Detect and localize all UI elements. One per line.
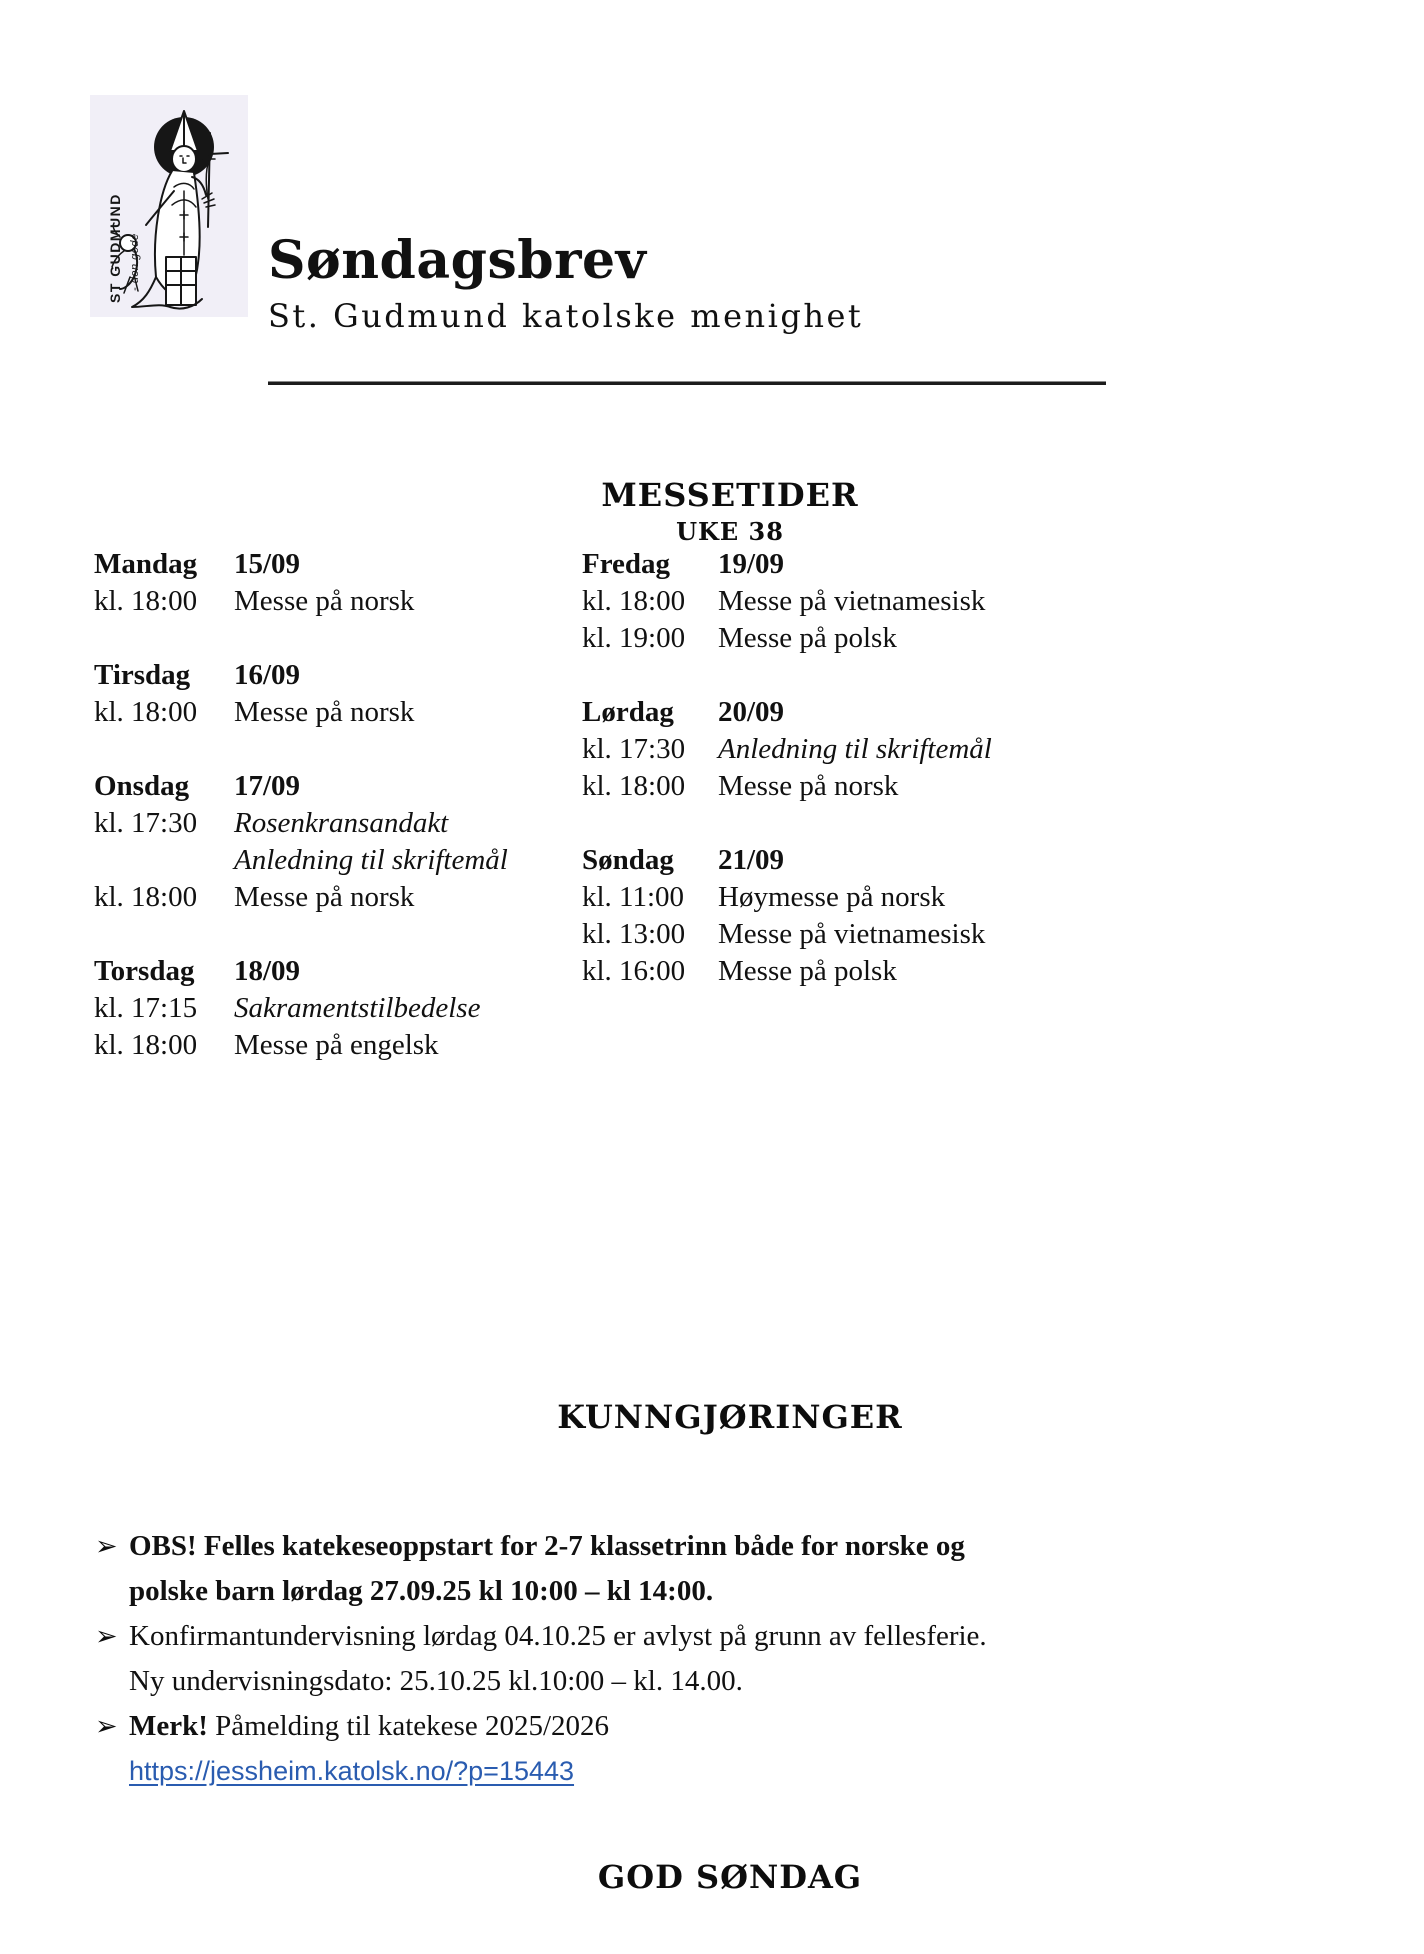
time-label: kl. 18:00 bbox=[94, 881, 198, 913]
time-label: kl. 17:30 bbox=[582, 733, 686, 765]
event-label: Anledning til skriftemål bbox=[234, 844, 508, 876]
mass-times-heading: MESSETIDER bbox=[601, 476, 859, 514]
announcement-text: polske barn lørdag 27.09.25 kl 10:00 – kl 14:00. bbox=[129, 1575, 714, 1607]
closing-greeting: GOD SØNDAG bbox=[597, 1858, 863, 1896]
announcement-line bbox=[129, 1614, 1215, 1659]
schedule-day-row bbox=[94, 546, 564, 583]
time-label: kl. 18:00 bbox=[582, 585, 686, 617]
time-label: kl. 17:30 bbox=[94, 807, 198, 839]
announcement-body bbox=[129, 1614, 1215, 1704]
event-label: Messe på norsk bbox=[234, 696, 415, 728]
schedule-day-section bbox=[94, 953, 564, 1064]
date-label: 21/09 bbox=[718, 844, 785, 876]
st-gudmund-logo-drawing bbox=[90, 95, 248, 317]
event-label: Høymesse på norsk bbox=[718, 881, 946, 913]
header-divider bbox=[268, 381, 1106, 385]
schedule-event-row bbox=[94, 990, 564, 1027]
date-label: 16/09 bbox=[234, 659, 301, 691]
arrow-bullet-icon: ➢ bbox=[95, 1621, 118, 1652]
time-label: kl. 18:00 bbox=[94, 585, 198, 617]
time-label bbox=[94, 842, 234, 879]
day-label: Torsdag bbox=[94, 955, 195, 987]
event-label: Anledning til skriftemål bbox=[718, 733, 992, 765]
event-label: Messe på vietnamesisk bbox=[718, 918, 986, 950]
schedule-day-section bbox=[94, 657, 564, 731]
event-label: Sakramentstilbedelse bbox=[234, 992, 481, 1024]
announcement-text: Merk! bbox=[129, 1710, 208, 1742]
masthead bbox=[268, 232, 863, 335]
day-label: Fredag bbox=[582, 548, 671, 580]
schedule-event-row bbox=[582, 583, 1142, 620]
schedule-column bbox=[582, 546, 1142, 1027]
schedule-event-row bbox=[94, 842, 564, 879]
schedule-event-row bbox=[582, 768, 1142, 805]
date-label: 17/09 bbox=[234, 770, 301, 802]
schedule-day-section bbox=[582, 546, 1142, 657]
parish-name: St. Gudmund katolske menighet bbox=[268, 297, 864, 336]
event-label: Messe på norsk bbox=[234, 881, 415, 913]
announcement-line bbox=[129, 1749, 1215, 1794]
schedule-event-row bbox=[94, 879, 564, 916]
schedule-event-row bbox=[94, 694, 564, 731]
announcement-line bbox=[129, 1704, 1215, 1749]
newsletter-title: Søndagsbrev bbox=[268, 230, 647, 291]
mass-times-header bbox=[94, 476, 1366, 546]
schedule-day-row bbox=[582, 546, 1142, 583]
event-label: Messe på vietnamesisk bbox=[718, 585, 986, 617]
day-label: Lørdag bbox=[582, 696, 674, 728]
event-label: Rosenkransandakt bbox=[234, 807, 449, 839]
schedule-event-row bbox=[582, 731, 1142, 768]
date-label: 18/09 bbox=[234, 955, 301, 987]
logo-vertical-subtext: - den gode bbox=[129, 233, 141, 291]
event-label: Messe på norsk bbox=[718, 770, 899, 802]
event-label: Messe på norsk bbox=[234, 585, 415, 617]
time-label: kl. 18:00 bbox=[94, 696, 198, 728]
arrow-bullet-icon: ➢ bbox=[95, 1711, 118, 1742]
schedule-event-row bbox=[94, 583, 564, 620]
day-label: Onsdag bbox=[94, 770, 190, 802]
day-label: Tirsdag bbox=[94, 659, 191, 691]
announcement-text: Ny undervisningsdato: 25.10.25 kl.10:00 – kl. 14.00. bbox=[129, 1665, 743, 1697]
schedule-day-section bbox=[582, 842, 1142, 990]
time-label: kl. 11:00 bbox=[582, 881, 685, 913]
announcements-heading: KUNNGJØRINGER bbox=[557, 1398, 903, 1436]
announcement-body bbox=[129, 1524, 1215, 1614]
date-label: 20/09 bbox=[718, 696, 785, 728]
time-label: kl. 13:00 bbox=[582, 918, 686, 950]
date-label: 15/09 bbox=[234, 548, 301, 580]
schedule-day-section bbox=[94, 546, 564, 620]
day-label: Søndag bbox=[582, 844, 674, 876]
schedule-event-row bbox=[582, 879, 1142, 916]
announcement-line bbox=[129, 1659, 1215, 1704]
arrow-bullet-icon: ➢ bbox=[95, 1531, 118, 1562]
announcement-body bbox=[129, 1704, 1215, 1794]
announcement-text: Konfirmantundervisning lørdag 04.10.25 er avlyst på grunn av fellesferie. bbox=[129, 1620, 987, 1652]
schedule-day-row bbox=[94, 953, 564, 990]
announcement-item bbox=[95, 1704, 1215, 1794]
schedule-column bbox=[94, 546, 564, 1101]
time-label: kl. 17:15 bbox=[94, 992, 198, 1024]
time-label: kl. 18:00 bbox=[582, 770, 686, 802]
parish-logo bbox=[90, 95, 248, 317]
schedule-event-row bbox=[582, 620, 1142, 657]
schedule-day-row bbox=[94, 768, 564, 805]
schedule-event-row bbox=[582, 953, 1142, 990]
event-label: Messe på polsk bbox=[718, 622, 897, 654]
schedule-event-row bbox=[582, 916, 1142, 953]
schedule-event-row bbox=[94, 805, 564, 842]
schedule-event-row bbox=[94, 1027, 564, 1064]
time-label: kl. 16:00 bbox=[582, 955, 686, 987]
announcement-line bbox=[129, 1569, 1215, 1614]
announcements-list bbox=[95, 1524, 1215, 1794]
announcement-line bbox=[129, 1524, 1215, 1569]
schedule-day-row bbox=[582, 842, 1142, 879]
announcement-item bbox=[95, 1524, 1215, 1614]
time-label: kl. 18:00 bbox=[94, 1029, 198, 1061]
announcement-text: OBS! Felles katekeseoppstart for 2-7 klassetrinn både for norske og bbox=[129, 1530, 965, 1562]
event-label: Messe på polsk bbox=[718, 955, 897, 987]
announcement-item bbox=[95, 1614, 1215, 1704]
schedule-day-row bbox=[94, 657, 564, 694]
day-label: Mandag bbox=[94, 548, 198, 580]
schedule-day-section bbox=[582, 694, 1142, 805]
event-label: Messe på engelsk bbox=[234, 1029, 439, 1061]
time-label: kl. 19:00 bbox=[582, 622, 686, 654]
week-label: UKE 38 bbox=[676, 517, 784, 546]
schedule-day-section bbox=[94, 768, 564, 916]
logo-vertical-text: ST GUDMUND bbox=[107, 193, 123, 303]
announcement-text: Påmelding til katekese 2025/2026 bbox=[207, 1710, 610, 1742]
schedule-day-row bbox=[582, 694, 1142, 731]
date-label: 19/09 bbox=[718, 548, 785, 580]
catechesis-signup-link[interactable]: https://jessheim.katolsk.no/?p=15443 bbox=[129, 1756, 575, 1786]
